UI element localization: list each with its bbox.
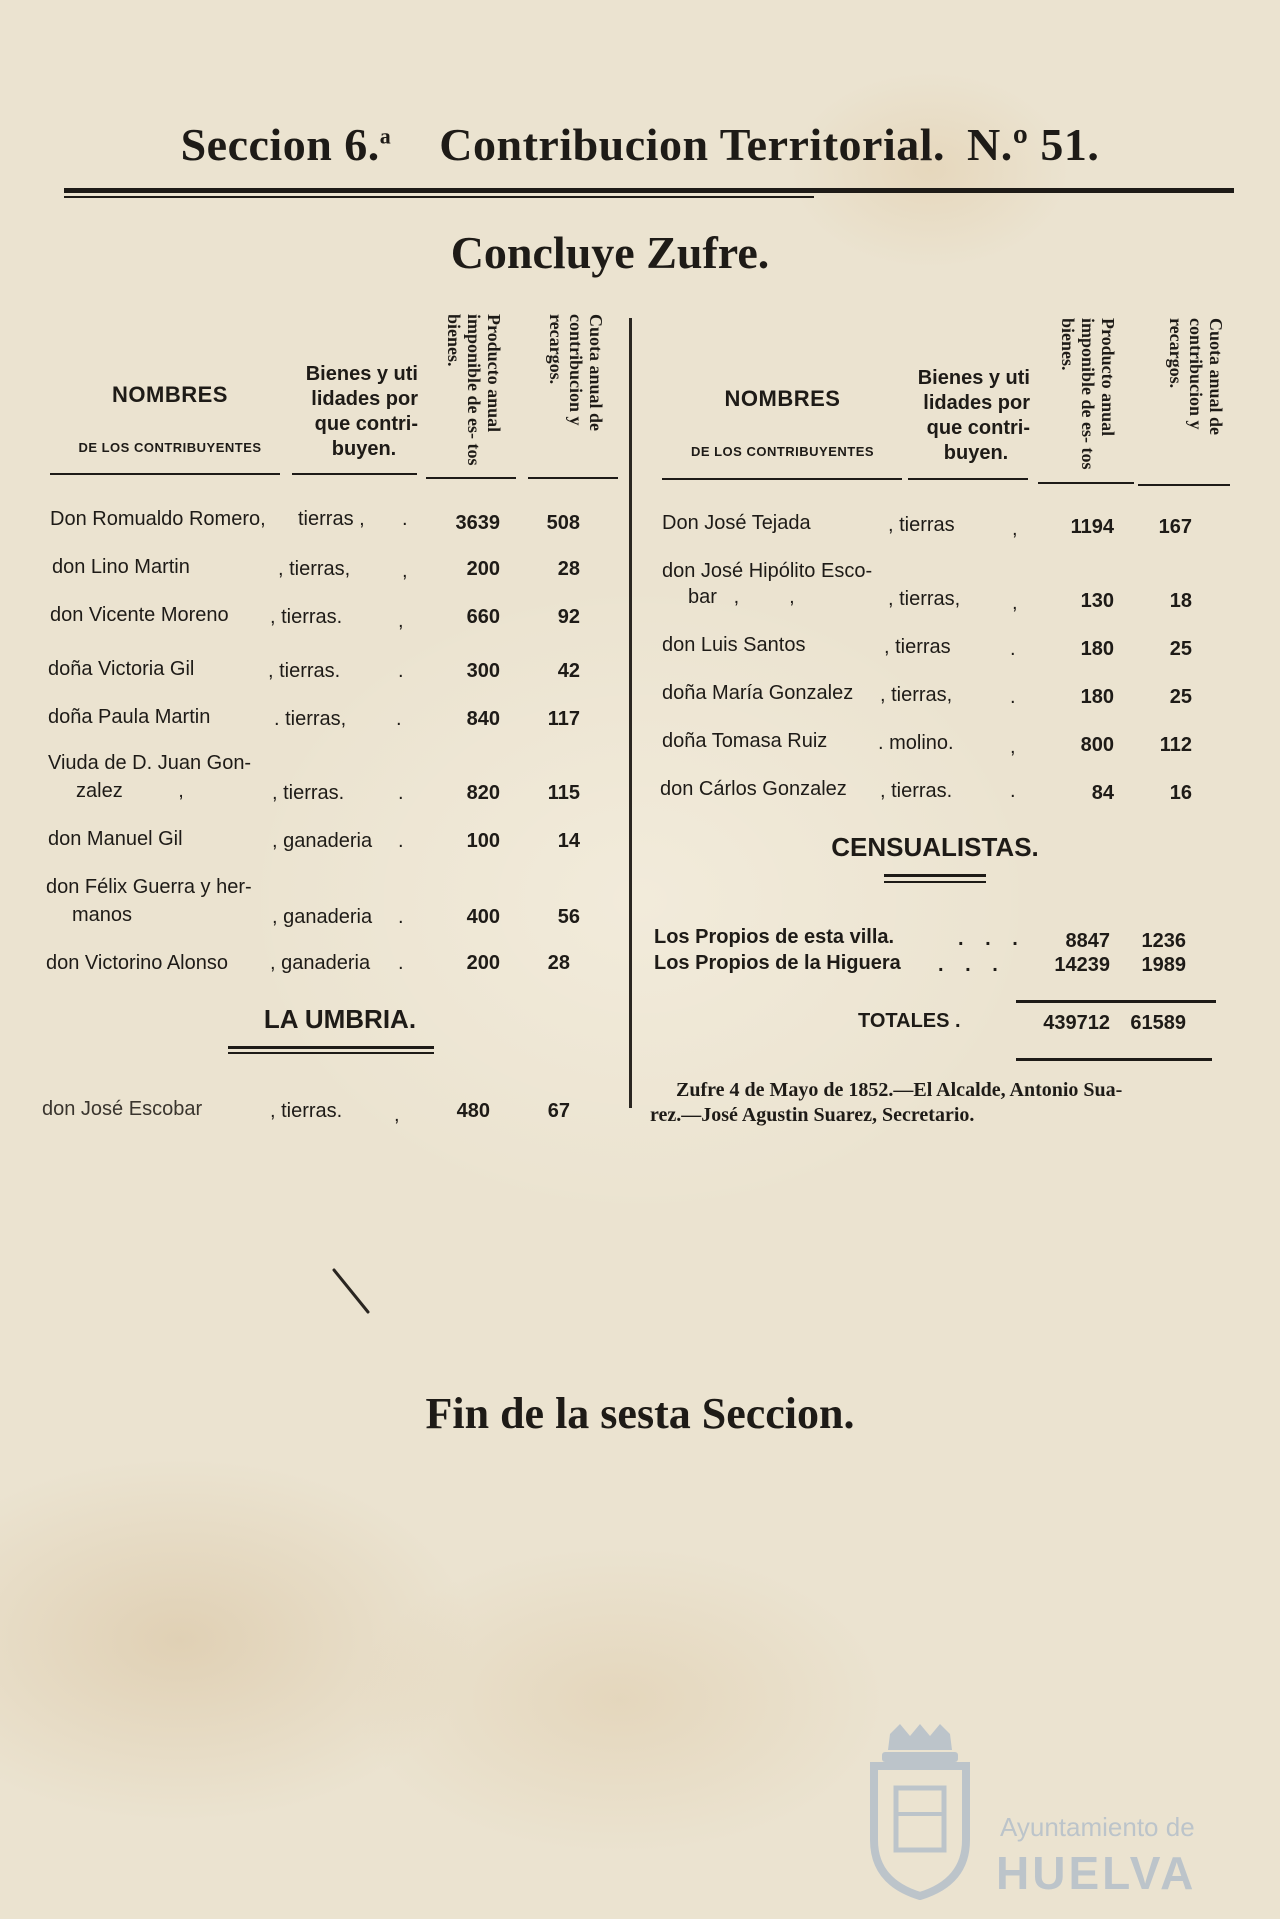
row-name-cont: manos [72, 904, 133, 926]
row-cuota: 508 [546, 512, 580, 534]
row-bienes: , tierras. [268, 660, 341, 682]
right-header-rule-4 [1138, 484, 1230, 486]
header-number: N.º 51. [967, 119, 1100, 170]
column-divider [629, 318, 632, 1108]
row-name: doña Paula Martin [48, 706, 211, 728]
censualistas-rule [884, 874, 986, 877]
left-header-nombres: NOMBRES [112, 382, 228, 407]
right-header-rule-1 [662, 478, 902, 480]
bienes-line-3: que contri- [926, 417, 1030, 439]
row-producto: 820 [466, 782, 500, 804]
row-name: Los Propios de esta villa. [654, 926, 895, 948]
left-header-rule-4 [528, 477, 618, 479]
row-bienes: tierras , [298, 508, 365, 530]
row-name: don Lino Martin [52, 556, 190, 578]
row-dots: . . . [958, 928, 1026, 950]
row-producto: 800 [1080, 734, 1114, 756]
row-punct: . [1010, 638, 1016, 660]
row-producto: 100 [466, 830, 500, 852]
row-name-cont: bar , , [688, 586, 795, 608]
totales-rule-top [1016, 1000, 1216, 1003]
row-punct: . [398, 782, 404, 804]
row-cuota: 18 [1169, 590, 1192, 612]
row-producto: 180 [1080, 686, 1114, 708]
row-cuota: 67 [547, 1100, 570, 1122]
row-punct: , [402, 560, 408, 582]
row-cuota: 16 [1169, 782, 1192, 804]
row-producto: 840 [466, 708, 500, 730]
row-producto: 84 [1091, 782, 1114, 804]
bienes-line-3: que contri- [314, 413, 418, 435]
stamp-line-2: HUELVA [996, 1847, 1197, 1899]
left-header-cuota: Cuota anual de contribucion y recargos. [546, 314, 606, 432]
row-punct: , [1012, 592, 1018, 614]
row-cuota: 28 [547, 952, 570, 974]
row-name: Viuda de D. Juan Gon- [48, 752, 252, 774]
row-producto: 660 [466, 606, 500, 628]
row-producto: 1194 [1070, 516, 1114, 538]
row-bienes: , ganaderia [272, 830, 373, 852]
left-header-bienes [290, 362, 418, 462]
row-producto: 8847 [1065, 930, 1110, 952]
totales-producto: 439712 [1043, 1012, 1110, 1034]
row-name: don Victorino Alonso [46, 952, 228, 974]
row-cuota: 92 [557, 606, 580, 628]
right-header-bienes [902, 366, 1030, 466]
row-cuota: 25 [1169, 638, 1192, 660]
row-bienes: , tierras. [270, 606, 343, 628]
row-cuota: 1989 [1141, 954, 1186, 976]
row-producto: 3639 [455, 512, 500, 534]
censualistas-rule-2 [884, 881, 986, 883]
row-punct: . [402, 508, 408, 530]
row-producto: 300 [466, 660, 500, 682]
right-header-contribuyentes: DE LOS CONTRIBUYENTES [690, 444, 875, 459]
row-bienes: , tierras, [880, 684, 953, 706]
row-producto: 200 [466, 558, 500, 580]
row-cuota: 167 [1158, 516, 1192, 538]
end-of-section: Fin de la sesta Seccion. [425, 1389, 855, 1438]
row-bienes: , ganaderia [272, 906, 373, 928]
totales-rule-bottom [1016, 1058, 1212, 1061]
row-cuota: 28 [557, 558, 580, 580]
row-name: Los Propios de la Higuera [654, 952, 901, 974]
left-header-producto: Producto anual imponible de es- tos bienes. [444, 314, 504, 466]
row-cuota: 42 [557, 660, 580, 682]
row-name: don Luis Santos [662, 634, 806, 656]
row-name: don Félix Guerra y her- [46, 876, 252, 898]
row-bienes: , ganaderia [270, 952, 371, 974]
row-name: don Vicente Moreno [50, 604, 229, 626]
row-bienes: . molino. [878, 732, 954, 754]
header-title: Contribucion Territorial. [439, 119, 946, 170]
row-producto: 180 [1080, 638, 1114, 660]
row-punct: . [398, 830, 404, 852]
row-cuota: 14 [557, 830, 580, 852]
section-ordinal: a [379, 123, 392, 149]
section-number: Seccion 6. [180, 119, 380, 170]
row-punct: , [1012, 518, 1018, 540]
row-punct: . [398, 660, 404, 682]
row-bienes: , tierras [884, 636, 951, 658]
row-name: doña Victoria Gil [48, 658, 195, 680]
bienes-line-1: Bienes y uti [305, 363, 418, 385]
row-name: don José Hipólito Esco- [662, 560, 873, 582]
row-producto: 480 [456, 1100, 490, 1122]
umbria-rule-2 [228, 1052, 434, 1054]
row-producto: 130 [1080, 590, 1114, 612]
row-punct: . [1010, 686, 1016, 708]
row-punct: . [396, 708, 402, 730]
bienes-line-4: buyen. [943, 442, 1009, 464]
row-dots: . . . [938, 954, 1006, 976]
row-bienes: , tierras. [272, 782, 345, 804]
row-punct: , [394, 1104, 400, 1126]
right-header-rule-2 [908, 478, 1028, 480]
header-rule [64, 188, 1234, 193]
row-name: doña Tomasa Ruiz [662, 730, 828, 752]
row-punct: , [1010, 736, 1016, 758]
row-name: don Manuel Gil [48, 828, 183, 850]
censualistas-title: CENSUALISTAS. [831, 832, 1039, 862]
right-header-rule-3 [1038, 482, 1134, 484]
row-producto: 200 [466, 952, 500, 974]
row-producto: 400 [466, 906, 500, 928]
left-header-rule-3 [426, 477, 516, 479]
umbria-title: LA UMBRIA. [263, 1004, 417, 1034]
row-name-cont: zalez , [76, 780, 184, 802]
row-name: Don Romualdo Romero, [50, 508, 266, 530]
signature-note [650, 1078, 1230, 1128]
bienes-line-4: buyen. [331, 438, 397, 460]
row-punct: , [398, 610, 404, 632]
stamp-line-1: Ayuntamiento de [1000, 1812, 1195, 1842]
header-rule-thin [64, 196, 814, 198]
row-cuota: 1236 [1141, 930, 1186, 952]
row-bienes: , tierras, [888, 588, 961, 610]
note-line-2: rez.—José Agustin Suarez, Secretario. [650, 1104, 975, 1126]
row-name: don José Escobar [42, 1098, 203, 1120]
row-cuota: 56 [557, 906, 580, 928]
row-name: Don José Tejada [662, 512, 811, 534]
page-subtitle: Concluye Zufre. [450, 227, 770, 278]
bienes-line-1: Bienes y uti [917, 367, 1030, 389]
page-header [0, 118, 1280, 171]
row-producto: 14239 [1054, 954, 1110, 976]
row-cuota: 112 [1159, 734, 1192, 756]
right-header-cuota: Cuota anual de contribucion y recargos. [1166, 318, 1226, 436]
left-header-rule-1 [50, 473, 280, 475]
row-cuota: 115 [547, 782, 580, 804]
umbria-rule [228, 1046, 434, 1049]
row-bienes: , tierras. [880, 780, 953, 802]
totales-cuota: 61589 [1130, 1012, 1186, 1034]
row-name: don Cárlos Gonzalez [660, 778, 847, 800]
row-cuota: 25 [1169, 686, 1192, 708]
section-label [181, 119, 392, 170]
archive-watermark [860, 1722, 1220, 1902]
left-header-rule-2 [292, 473, 417, 475]
row-punct: . [398, 952, 404, 974]
row-bienes: , tierras [888, 514, 955, 536]
totales-label: TOTALES . [858, 1010, 961, 1032]
row-bienes: . tierras, [274, 708, 347, 730]
row-cuota: 117 [547, 708, 580, 730]
row-punct: . [1010, 780, 1016, 802]
row-bienes: , tierras, [278, 558, 351, 580]
bienes-line-2: lidades por [311, 388, 418, 410]
left-header-contribuyentes: DE LOS CONTRIBUYENTES [78, 440, 262, 455]
row-punct: . [398, 906, 404, 928]
row-name: doña María Gonzalez [662, 682, 854, 704]
bienes-line-2: lidades por [923, 392, 1030, 414]
note-line-1: Zufre 4 de Mayo de 1852.—El Alcalde, Antonio Sua- [676, 1079, 1123, 1101]
ink-mark [330, 1266, 374, 1318]
row-bienes: , tierras. [270, 1100, 343, 1122]
right-header-producto: Producto anual imponible de es- tos bienes. [1058, 318, 1118, 470]
right-header-nombres: NOMBRES [724, 386, 841, 411]
crest-icon [860, 1722, 980, 1900]
